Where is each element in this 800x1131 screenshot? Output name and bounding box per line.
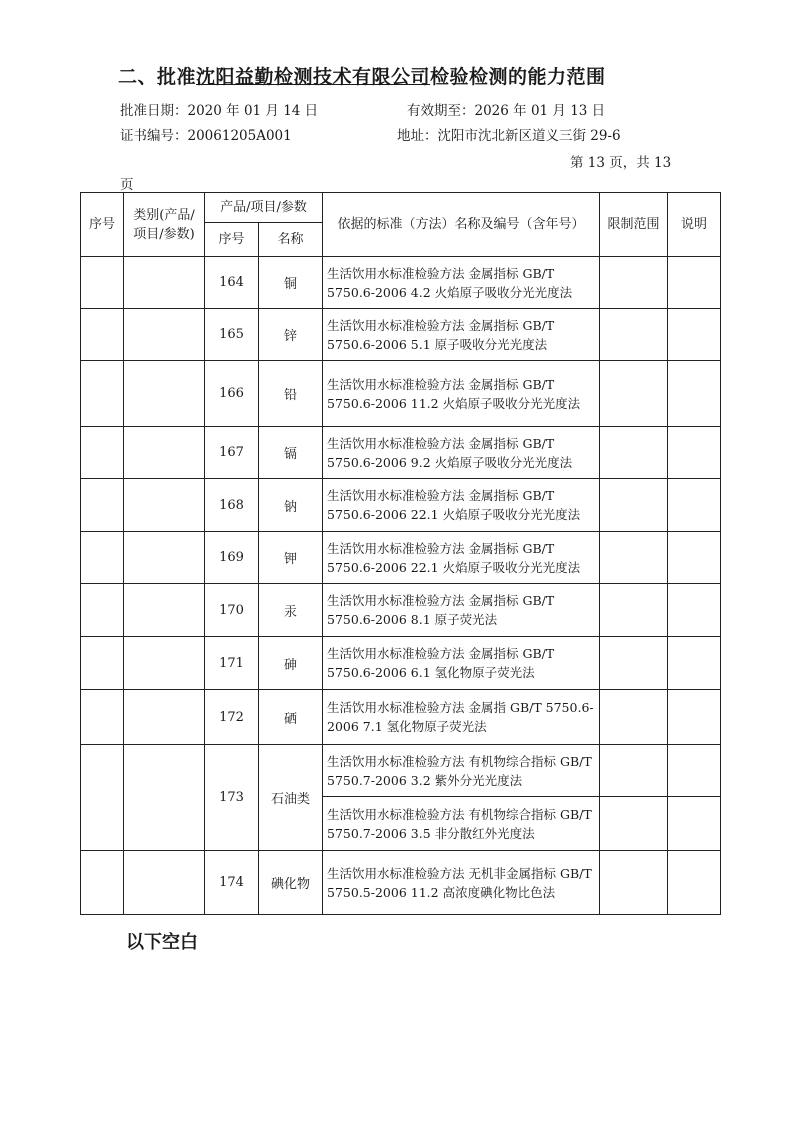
note-cell [668, 690, 721, 745]
limit-cell [600, 637, 668, 690]
table-row [81, 309, 721, 361]
header-limit: 限制范围 [600, 193, 668, 257]
seq-cell [81, 257, 124, 309]
table-row [81, 479, 721, 532]
standard-method: 生活饮用水标准检验方法 有机物综合指标 GB/T 5750.7-2006 3.2 紫外分光光度法 [323, 745, 600, 797]
title-prefix: 二、批准 [118, 66, 197, 88]
category-cell [124, 427, 205, 479]
item-name: 汞 [259, 584, 323, 637]
header-standard: 依据的标准（方法）名称及编号（含年号） [323, 193, 600, 257]
item-number: 167 [205, 427, 259, 479]
limit-cell [600, 745, 668, 797]
limit-cell [600, 851, 668, 915]
note-cell [668, 257, 721, 309]
seq-cell [81, 851, 124, 915]
note-cell [668, 745, 721, 797]
note-cell [668, 584, 721, 637]
category-cell [124, 851, 205, 915]
table-row [81, 745, 721, 797]
item-name: 钠 [259, 479, 323, 532]
seq-cell [81, 309, 124, 361]
limit-cell [600, 797, 668, 851]
seq-cell [81, 427, 124, 479]
standard-method: 生活饮用水标准检验方法 金属指标 GB/T 5750.6-2006 11.2 火焰原子吸收分光光度法 [323, 361, 600, 427]
item-name: 石油类 [259, 745, 323, 851]
standard-method: 生活饮用水标准检验方法 金属指标 GB/T 5750.6-2006 4.2 火焰原子吸收分光光度法 [323, 257, 600, 309]
header-product-group: 产品/项目/参数 [205, 193, 323, 223]
title-organization: 沈阳益勤检测技术有限公司 [196, 66, 431, 88]
limit-cell [600, 532, 668, 584]
standard-method: 生活饮用水标准检验方法 金属指 GB/T 5750.6-2006 7.1 氢化物原子荧光法 [323, 690, 600, 745]
limit-cell [600, 361, 668, 427]
item-name: 铜 [259, 257, 323, 309]
item-number: 171 [205, 637, 259, 690]
note-cell [668, 479, 721, 532]
page-number: 第 13 页，共 13 [570, 155, 672, 171]
limit-cell [600, 479, 668, 532]
approval-date: 批准日期：2020 年 01 月 14 日 [120, 103, 319, 119]
category-cell [124, 309, 205, 361]
category-cell [124, 690, 205, 745]
note-cell [668, 427, 721, 479]
seq-cell [81, 479, 124, 532]
limit-cell [600, 309, 668, 361]
standard-method: 生活饮用水标准检验方法 金属指标 GB/T 5750.6-2006 8.1 原子荧光法 [323, 584, 600, 637]
note-cell [668, 309, 721, 361]
document-title [118, 62, 606, 89]
table-row [81, 851, 721, 915]
item-name: 砷 [259, 637, 323, 690]
item-number: 170 [205, 584, 259, 637]
item-number: 166 [205, 361, 259, 427]
standard-method: 生活饮用水标准检验方法 金属指标 GB/T 5750.6-2006 6.1 氢化物原子荧光法 [323, 637, 600, 690]
item-number: 174 [205, 851, 259, 915]
category-cell [124, 584, 205, 637]
table-row [81, 690, 721, 745]
capability-scope-table [80, 192, 721, 915]
seq-cell [81, 584, 124, 637]
category-cell [124, 361, 205, 427]
item-name: 铅 [259, 361, 323, 427]
page-number-continued: 页 [120, 177, 134, 193]
item-name: 碘化物 [259, 851, 323, 915]
blank-below-note: 以下空白 [126, 932, 198, 953]
header-note: 说明 [668, 193, 721, 257]
standard-method: 生活饮用水标准检验方法 金属指标 GB/T 5750.6-2006 22.1 火焰原子吸收分光光度法 [323, 532, 600, 584]
valid-until: 有效期至：2026 年 01 月 13 日 [407, 103, 606, 119]
note-cell [668, 637, 721, 690]
category-cell [124, 532, 205, 584]
limit-cell [600, 690, 668, 745]
table-row [81, 532, 721, 584]
header-category: 类别(产品/项目/参数) [124, 193, 205, 257]
item-number: 173 [205, 745, 259, 851]
header-seq: 序号 [81, 193, 124, 257]
table-row [81, 584, 721, 637]
category-cell [124, 637, 205, 690]
standard-method: 生活饮用水标准检验方法 金属指标 GB/T 5750.6-2006 9.2 火焰原子吸收分光光度法 [323, 427, 600, 479]
category-cell [124, 257, 205, 309]
item-number: 172 [205, 690, 259, 745]
header-sub-name: 名称 [259, 223, 323, 257]
item-number: 164 [205, 257, 259, 309]
category-cell [124, 479, 205, 532]
note-cell [668, 361, 721, 427]
address: 地址：沈阳市沈北新区道义三街 29-6 [397, 128, 621, 144]
item-name: 镉 [259, 427, 323, 479]
standard-method: 生活饮用水标准检验方法 无机非金属指标 GB/T 5750.5-2006 11.2 高浓度碘化物比色法 [323, 851, 600, 915]
note-cell [668, 851, 721, 915]
seq-cell [81, 745, 124, 851]
seq-cell [81, 532, 124, 584]
seq-cell [81, 690, 124, 745]
table-row [81, 637, 721, 690]
header-sub-seq: 序号 [205, 223, 259, 257]
limit-cell [600, 257, 668, 309]
standard-method: 生活饮用水标准检验方法 金属指标 GB/T 5750.6-2006 22.1 火焰原子吸收分光光度法 [323, 479, 600, 532]
item-name: 钾 [259, 532, 323, 584]
item-name: 锌 [259, 309, 323, 361]
limit-cell [600, 427, 668, 479]
item-number: 169 [205, 532, 259, 584]
seq-cell [81, 361, 124, 427]
table-row [81, 427, 721, 479]
item-name: 硒 [259, 690, 323, 745]
table-row [81, 257, 721, 309]
title-suffix: 检验检测的能力范围 [430, 66, 606, 88]
category-cell [124, 745, 205, 851]
standard-method: 生活饮用水标准检验方法 金属指标 GB/T 5750.6-2006 5.1 原子吸收分光光度法 [323, 309, 600, 361]
standard-method: 生活饮用水标准检验方法 有机物综合指标 GB/T 5750.7-2006 3.5 非分散红外光度法 [323, 797, 600, 851]
table-row [81, 361, 721, 427]
note-cell [668, 532, 721, 584]
limit-cell [600, 584, 668, 637]
item-number: 165 [205, 309, 259, 361]
certificate-number: 证书编号：20061205A001 [120, 128, 292, 144]
seq-cell [81, 637, 124, 690]
note-cell [668, 797, 721, 851]
item-number: 168 [205, 479, 259, 532]
